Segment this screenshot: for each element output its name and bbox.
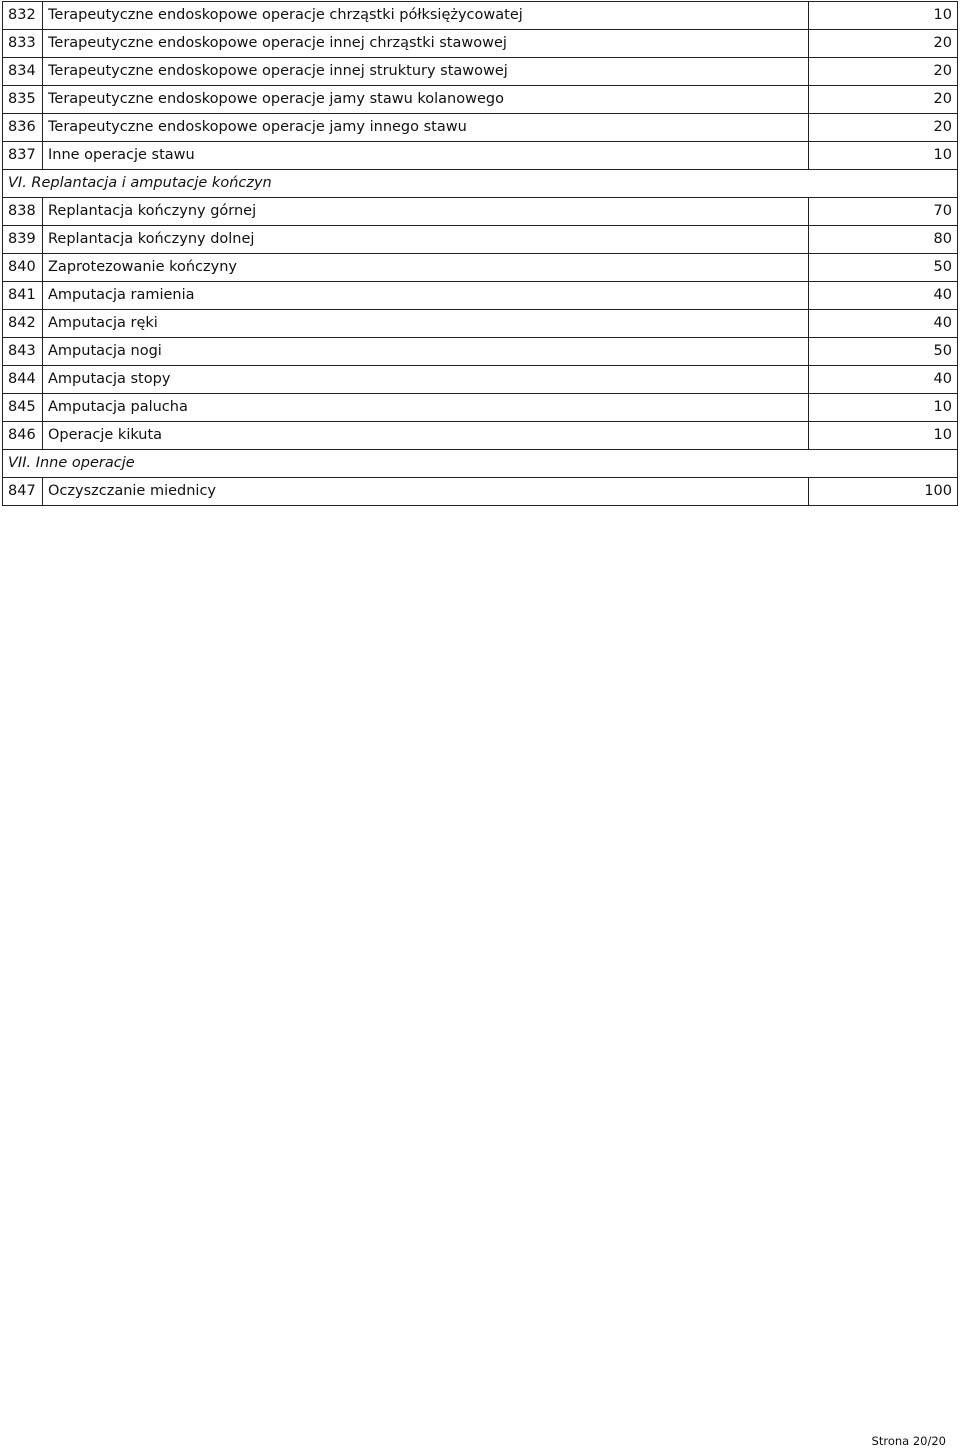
procedure-code: 842 — [3, 310, 43, 338]
procedure-code: 841 — [3, 282, 43, 310]
procedure-name: Amputacja palucha — [43, 394, 809, 422]
procedure-code: 846 — [3, 422, 43, 450]
table-row — [3, 2, 958, 30]
procedure-points: 50 — [809, 254, 958, 282]
table-row — [3, 86, 958, 114]
section-row — [3, 450, 958, 478]
procedures-table-body — [3, 2, 958, 506]
procedure-points: 10 — [809, 422, 958, 450]
procedure-name: Replantacja kończyny górnej — [43, 198, 809, 226]
procedure-code: 839 — [3, 226, 43, 254]
procedure-points: 80 — [809, 226, 958, 254]
procedure-points: 40 — [809, 282, 958, 310]
procedure-code: 835 — [3, 86, 43, 114]
procedure-code: 834 — [3, 58, 43, 86]
procedure-code: 833 — [3, 30, 43, 58]
procedure-points: 20 — [809, 30, 958, 58]
procedure-name: Oczyszczanie miednicy — [43, 478, 809, 506]
table-row — [3, 226, 958, 254]
procedure-points: 70 — [809, 198, 958, 226]
procedure-code: 845 — [3, 394, 43, 422]
table-row — [3, 114, 958, 142]
procedure-code: 847 — [3, 478, 43, 506]
procedure-name: Replantacja kończyny dolnej — [43, 226, 809, 254]
table-row — [3, 282, 958, 310]
procedure-name: Terapeutyczne endoskopowe operacje jamy stawu kolanowego — [43, 86, 809, 114]
procedure-name: Amputacja nogi — [43, 338, 809, 366]
procedure-points: 10 — [809, 394, 958, 422]
procedure-points: 40 — [809, 310, 958, 338]
table-row — [3, 394, 958, 422]
procedure-name: Terapeutyczne endoskopowe operacje innej struktury stawowej — [43, 58, 809, 86]
procedure-points: 10 — [809, 142, 958, 170]
section-title: VII. Inne operacje — [3, 450, 958, 478]
page-number: Strona 20/20 — [871, 1434, 946, 1448]
procedure-name: Inne operacje stawu — [43, 142, 809, 170]
table-row — [3, 422, 958, 450]
procedure-name: Operacje kikuta — [43, 422, 809, 450]
procedure-name: Terapeutyczne endoskopowe operacje innej chrząstki stawowej — [43, 30, 809, 58]
procedure-name: Terapeutyczne endoskopowe operacje chrząstki półksiężycowatej — [43, 2, 809, 30]
table-row — [3, 254, 958, 282]
table-row — [3, 338, 958, 366]
procedure-points: 20 — [809, 86, 958, 114]
procedure-name: Amputacja ramienia — [43, 282, 809, 310]
procedure-code: 838 — [3, 198, 43, 226]
table-row — [3, 310, 958, 338]
procedure-points: 10 — [809, 2, 958, 30]
procedure-code: 840 — [3, 254, 43, 282]
table-row — [3, 366, 958, 394]
procedure-code: 836 — [3, 114, 43, 142]
table-row — [3, 58, 958, 86]
table-row — [3, 30, 958, 58]
procedure-name: Zaprotezowanie kończyny — [43, 254, 809, 282]
procedure-points: 50 — [809, 338, 958, 366]
procedure-code: 832 — [3, 2, 43, 30]
section-title: VI. Replantacja i amputacje kończyn — [3, 170, 958, 198]
table-row — [3, 478, 958, 506]
procedure-points: 20 — [809, 58, 958, 86]
procedure-code: 844 — [3, 366, 43, 394]
procedure-points: 40 — [809, 366, 958, 394]
procedure-code: 837 — [3, 142, 43, 170]
procedure-name: Terapeutyczne endoskopowe operacje jamy innego stawu — [43, 114, 809, 142]
procedure-name: Amputacja ręki — [43, 310, 809, 338]
section-row — [3, 170, 958, 198]
table-row — [3, 142, 958, 170]
procedure-points: 100 — [809, 478, 958, 506]
procedure-points: 20 — [809, 114, 958, 142]
table-row — [3, 198, 958, 226]
procedure-name: Amputacja stopy — [43, 366, 809, 394]
procedures-table — [2, 1, 958, 506]
procedure-code: 843 — [3, 338, 43, 366]
